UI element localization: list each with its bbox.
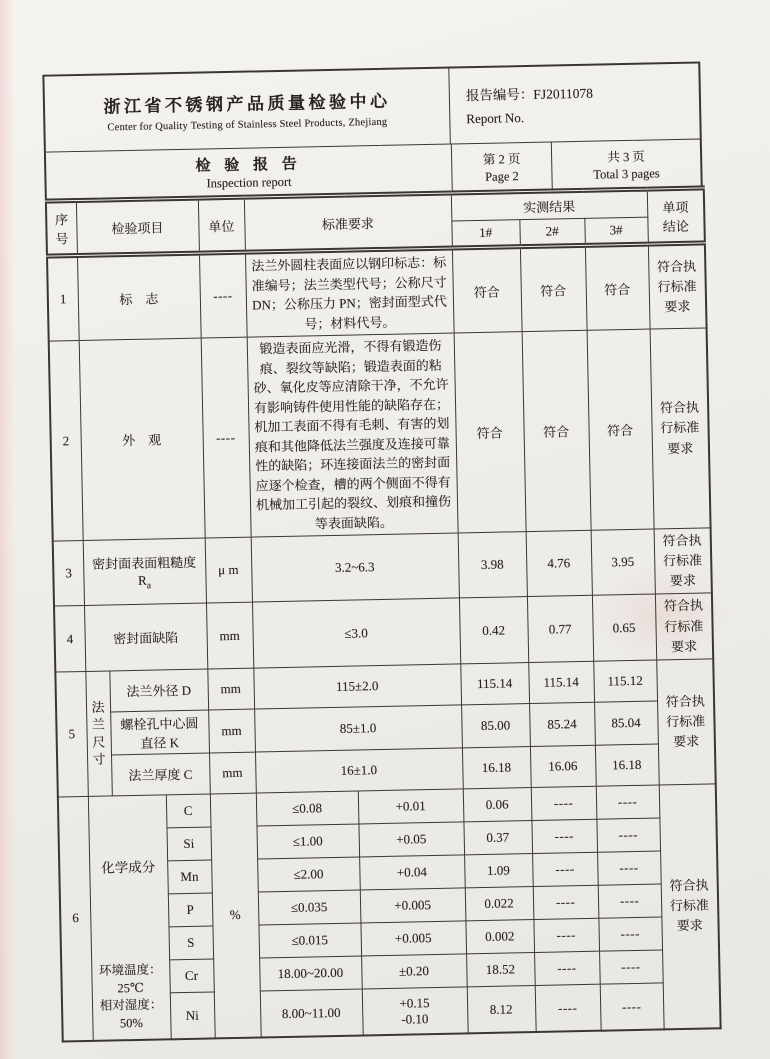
cell-r5a-result-3: 115.12 (593, 660, 657, 702)
cell-r5a-standard: 115±2.0 (253, 664, 461, 709)
total-pages-en: Total 3 pages (593, 165, 660, 182)
chem-environment: 环境温度： 25℃ 相对湿度： 50% (98, 962, 163, 1031)
cell-r2-item: 外 观 (79, 338, 205, 540)
cell-r3-no: 3 (53, 540, 84, 606)
cell-r6-no: 6 (58, 796, 93, 1041)
roughness-symbol-sub: a (146, 581, 152, 592)
cell-r6-P-result-3: ---- (598, 884, 662, 918)
cell-r6-S-result-1: 0.002 (465, 920, 534, 954)
table-row-marking (47, 243, 707, 341)
page-number-cell (451, 143, 552, 191)
cell-r6-S-result-2: ---- (533, 918, 599, 952)
cell-r2-unit: ---- (201, 337, 251, 538)
table-row-appearance (49, 328, 711, 541)
cell-r5b-result-3: 85.04 (594, 701, 658, 745)
cell-r5a-item: 法兰外径 D (109, 669, 208, 712)
cell-r6-Si-element: Si (166, 827, 211, 861)
col-header-sample-1: 1# (451, 220, 520, 248)
cell-r6-C-tolerance: +0.01 (358, 789, 464, 824)
cell-r6-Si-tolerance: +0.05 (358, 822, 464, 857)
total-pages-cell (551, 140, 701, 189)
cell-r6-Mn-tolerance: +0.04 (359, 855, 465, 890)
cell-r6-Mn-result-3: ---- (597, 851, 661, 885)
col-header-sample-2: 2# (519, 218, 585, 246)
org-name-cn: 浙江省不锈钢产品质量检验中心 (103, 91, 391, 117)
cell-r6-Ni-tolerance: +0.15 -0.10 (362, 987, 468, 1035)
cell-r2-result-3: 符合 (587, 329, 654, 530)
cell-r5c-unit: mm (209, 752, 256, 794)
cell-r6-P-result-2: ---- (533, 885, 599, 919)
cell-r6-C-element: C (166, 794, 211, 828)
org-name-en: Center for Quality Testing of Stainless Steel Products, Zhejiang (107, 116, 388, 134)
cell-r4-result-2: 0.77 (527, 596, 593, 663)
cell-r6-group (88, 795, 171, 1041)
cell-r5c-result-1: 16.18 (462, 746, 531, 788)
cell-r6-P-limit: ≤0.035 (258, 890, 361, 925)
inspection-table (45, 185, 722, 1042)
cell-r6-Cr-result-2: ---- (534, 951, 600, 985)
cell-r6-C-limit: ≤0.08 (256, 791, 359, 826)
cell-r6-C-result-3: ---- (596, 785, 660, 819)
cell-r5-conclusion: 符合执行标准要求 (656, 659, 715, 785)
report-no-cn: 报告编号：FJ2011078 (465, 85, 594, 104)
col-header-measured: 实测结果 (451, 189, 648, 221)
cell-r1-result-3: 符合 (585, 244, 650, 330)
cell-r6-Ni-result-1: 8.12 (467, 986, 536, 1033)
cell-r4-standard: ≤3.0 (252, 598, 460, 668)
cell-r6-Mn-result-1: 1.09 (464, 853, 533, 887)
cell-r5b-result-2: 85.24 (529, 702, 595, 746)
col-header-unit: 单位 (198, 197, 245, 253)
cell-r6-Ni-result-3: ---- (600, 983, 664, 1030)
cell-r5-no: 5 (55, 671, 88, 797)
cell-r1-result-2: 符合 (520, 245, 587, 331)
cell-r3-result-3: 3.95 (591, 529, 655, 596)
inspection-report-document (42, 61, 719, 1042)
cell-r3-conclusion: 符合执行标准要求 (654, 528, 712, 595)
cell-r5b-standard: 85±1.0 (254, 705, 462, 752)
cell-r6-conclusion: 符合执行标准要求 (659, 784, 721, 1030)
cell-r3-unit: μ m (205, 537, 252, 603)
cell-r4-conclusion: 符合执行标准要求 (655, 593, 713, 660)
col-header-sample-3: 3# (584, 217, 648, 245)
cell-r6-P-element: P (168, 893, 213, 927)
cell-r2-result-1: 符合 (454, 332, 526, 533)
cell-r6-Cr-limit: 18.00~20.00 (259, 956, 362, 991)
report-title-cn: 检 验 报 告 (195, 156, 302, 175)
cell-r4-unit: mm (206, 603, 253, 669)
col-header-standard: 标准要求 (244, 193, 452, 252)
cell-r6-Mn-limit: ≤2.00 (257, 857, 360, 892)
cell-r5a-result-2: 115.14 (528, 661, 594, 703)
cell-r3-item (83, 538, 206, 606)
cell-r6-Cr-tolerance: ±0.20 (361, 954, 467, 989)
cell-r1-standard: 法兰外圆柱表面应以钢印标志：标准编号；法兰类型代号；公称尺寸 DN；公称压力 PN；密封面型式代号；材料代号。 (245, 248, 454, 337)
cell-r4-no: 4 (54, 606, 85, 672)
cell-r6-Ni-limit: 8.00~11.00 (260, 989, 363, 1037)
cell-r3-standard: 3.2~6.3 (251, 533, 459, 603)
cell-r2-standard: 锻造表面应光滑，不得有锻造伤痕、裂纹等缺陷；锻造表面的粘砂、氧化皮等应清除干净，不允许有影响铸件使用性能的缺陷存在；机加工表面不得有毛刺、有害的划痕和其他降低法兰强度及连接可靠性的缺陷；环连接面法兰的密封面应逐个检查，槽的两个侧面不得有机械加工引起的裂纹、划痕和撞伤等表面缺陷。 (247, 333, 458, 537)
page-number-cn: 第 2 页 (482, 151, 521, 167)
cell-r1-conclusion: 符合执行标准要求 (648, 243, 707, 329)
cell-r6-S-limit: ≤0.015 (258, 923, 361, 958)
cell-r1-result-1: 符合 (452, 247, 522, 333)
cell-r3-result-1: 3.98 (458, 532, 527, 599)
cell-r6-S-tolerance: +0.005 (360, 921, 466, 956)
cell-r3-item-cn: 密封面表面粗糙度 (92, 554, 197, 572)
page-number-en: Page 2 (484, 168, 519, 184)
cell-r6-Cr-element: Cr (169, 959, 214, 993)
cell-r2-result-2: 符合 (522, 330, 591, 531)
cell-r6-Si-result-2: ---- (531, 819, 597, 853)
cell-r6-S-result-3: ---- (598, 917, 662, 951)
cell-r4-result-3: 0.65 (592, 594, 656, 661)
cell-r5c-item: 法兰厚度 C (111, 753, 210, 796)
cell-r6-Ni-element: Ni (170, 992, 215, 1039)
cell-r6-Si-result-3: ---- (596, 818, 660, 852)
cell-r5b-item: 螺栓孔中心圆 直径 K (110, 710, 209, 755)
cell-r5a-result-1: 115.14 (460, 662, 529, 704)
cell-r6-S-element: S (168, 926, 213, 960)
cell-r6-C-result-2: ---- (531, 786, 597, 820)
cell-r2-conclusion: 符合执行标准要求 (650, 328, 711, 529)
cell-r5b-unit: mm (208, 709, 255, 753)
cell-r6-Mn-element: Mn (167, 860, 212, 894)
header-org (44, 69, 450, 152)
header-report-no (449, 64, 699, 144)
report-no-en: Report No. (466, 110, 525, 127)
cell-r3-result-2: 4.76 (526, 530, 592, 597)
cell-r2-no: 2 (49, 341, 83, 542)
col-header-conclusion: 单项 结论 (647, 188, 705, 244)
roughness-symbol: R (137, 572, 147, 588)
cell-r6-Si-limit: ≤1.00 (256, 824, 359, 859)
cell-r6-Si-result-1: 0.37 (463, 820, 532, 854)
cell-r6-C-result-1: 0.06 (463, 787, 532, 821)
cell-r6-P-tolerance: +0.005 (360, 888, 466, 923)
cell-r4-result-1: 0.42 (459, 597, 528, 664)
cell-r1-no: 1 (47, 256, 79, 342)
report-title (46, 145, 452, 199)
cell-r6-P-result-1: 0.022 (465, 887, 534, 921)
cell-r6-Cr-result-3: ---- (599, 950, 663, 984)
cell-r1-unit: ---- (199, 252, 247, 338)
cell-r5b-result-1: 85.00 (461, 703, 530, 747)
cell-r6-Mn-result-2: ---- (532, 852, 598, 886)
chem-group-label: 化学成分 (101, 859, 156, 876)
header-block (42, 61, 701, 152)
total-pages-cn: 共 3 页 (607, 149, 645, 164)
cell-r3-item-symbol (87, 572, 202, 593)
cell-r6-Ni-result-2: ---- (535, 984, 601, 1031)
cell-r6-unit: % (210, 793, 261, 1038)
cell-r4-item: 密封面缺陷 (84, 603, 207, 671)
col-header-no: 序 号 (46, 201, 77, 257)
cell-r5c-standard: 16±1.0 (255, 748, 463, 793)
col-header-item: 检验项目 (76, 198, 199, 255)
cell-r5-group: 法 兰 尺 寸 (85, 671, 112, 796)
report-title-en: Inspection report (206, 174, 292, 190)
cell-r5c-result-2: 16.06 (530, 745, 596, 787)
cell-r5a-unit: mm (207, 668, 254, 710)
cell-r5c-result-3: 16.18 (595, 744, 659, 786)
cell-r6-Cr-result-1: 18.52 (466, 953, 535, 987)
cell-r1-item: 标 志 (77, 253, 201, 340)
